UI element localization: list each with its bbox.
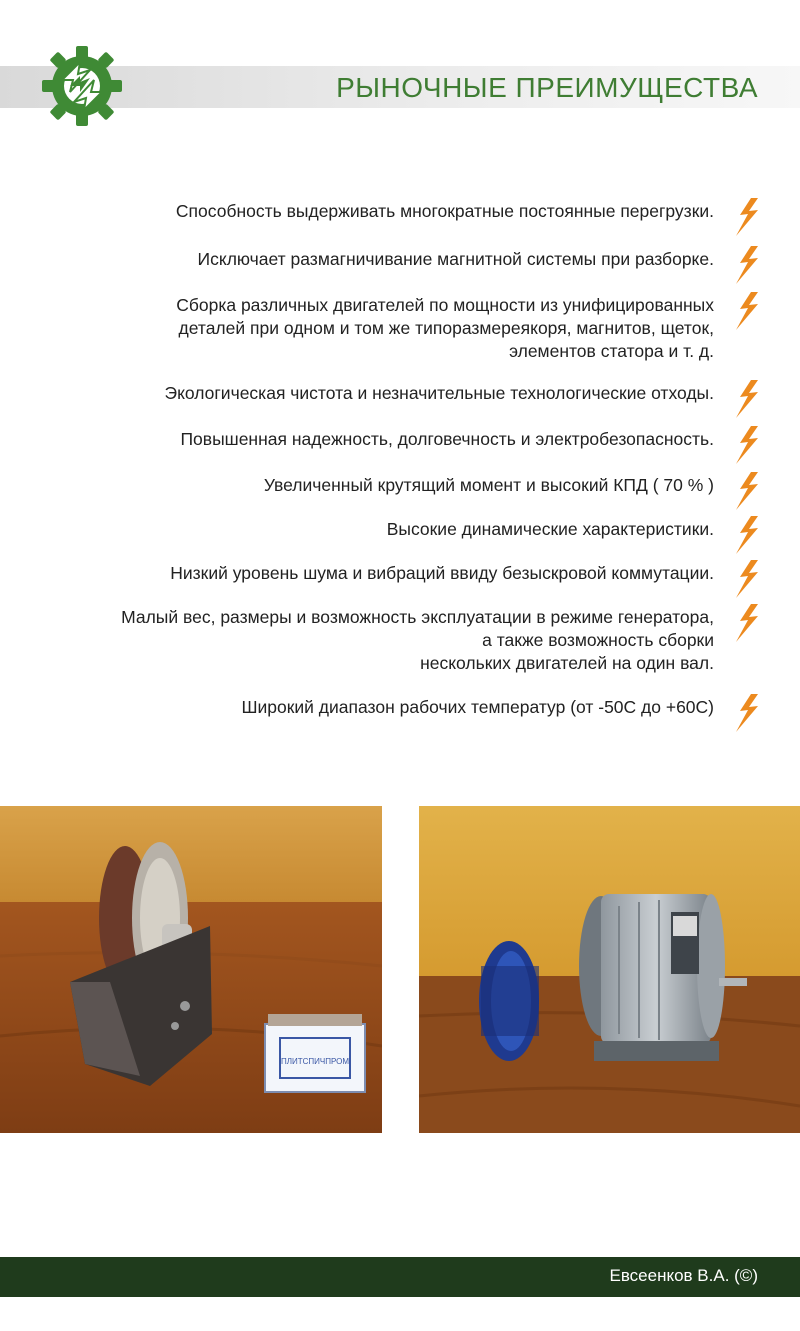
advantage-item bbox=[44, 248, 760, 271]
advantage-line: Широкий диапазон рабочих температур (от -50С до +60С) bbox=[241, 697, 714, 717]
lightning-bolt-icon bbox=[734, 292, 760, 330]
advantage-line: Увеличенный крутящий момент и высокий КПД ( 70 % ) bbox=[263, 475, 714, 495]
advantage-line: Сборка различных двигателей по мощности из унифицированных bbox=[176, 295, 714, 315]
lightning-bolt-icon bbox=[734, 472, 760, 510]
advantage-item bbox=[44, 518, 760, 541]
advantage-line: а также возможность сборки bbox=[482, 630, 714, 650]
advantage-text bbox=[44, 518, 714, 541]
advantage-text bbox=[44, 200, 714, 223]
advantage-text bbox=[44, 248, 714, 271]
lightning-bolt-icon bbox=[734, 380, 760, 418]
advantage-line: Высокие динамические характеристики. bbox=[386, 519, 714, 539]
disc-motor-photo bbox=[0, 806, 382, 1133]
lightning-bolt-icon bbox=[734, 198, 760, 236]
advantage-item bbox=[44, 200, 760, 223]
advantage-line: Экологическая чистота и незначительные технологические отходы. bbox=[164, 383, 714, 403]
lightning-bolt-icon bbox=[734, 694, 760, 732]
lightning-bolt-icon bbox=[734, 426, 760, 464]
page-title: РЫНОЧНЫЕ ПРЕИМУЩЕСТВА bbox=[336, 72, 758, 103]
advantage-text bbox=[44, 474, 714, 497]
lightning-bolt-icon bbox=[734, 516, 760, 554]
advantage-item bbox=[44, 428, 760, 451]
advantage-text bbox=[44, 562, 714, 585]
advantage-line: Повышенная надежность, долговечность и электробезопасность. bbox=[180, 429, 714, 449]
advantage-line: Малый вес, размеры и возможность эксплуатации в режиме генератора, bbox=[121, 607, 714, 627]
advantage-item bbox=[44, 562, 760, 585]
advantage-text bbox=[44, 294, 714, 363]
advantage-line: элементов статора и т. д. bbox=[509, 341, 714, 361]
matchbox-label: ПЛИТСПИЧПРОМ bbox=[280, 1057, 350, 1066]
lightning-bolt-icon bbox=[734, 246, 760, 284]
motor-comparison-photo bbox=[419, 806, 800, 1133]
advantage-item bbox=[44, 474, 760, 497]
advantage-line: деталей при одном и том же типоразмереякоря, магнитов, щеток, bbox=[178, 318, 714, 338]
advantage-item bbox=[44, 294, 760, 363]
lightning-bolt-icon bbox=[734, 604, 760, 642]
footer-author: Евсеенков В.А. (©) bbox=[609, 1266, 758, 1285]
advantage-line: нескольких двигателей на один вал. bbox=[420, 653, 714, 673]
advantage-item bbox=[44, 696, 760, 719]
recycling-gear-logo-icon bbox=[40, 40, 124, 132]
advantage-text bbox=[44, 428, 714, 451]
advantage-item bbox=[44, 606, 760, 675]
advantage-item bbox=[44, 382, 760, 405]
advantage-line: Способность выдерживать многократные постоянные перегрузки. bbox=[175, 201, 714, 221]
advantage-text bbox=[44, 382, 714, 405]
advantage-line: Исключает размагничивание магнитной системы при разборке. bbox=[197, 249, 714, 269]
advantage-text bbox=[44, 696, 714, 719]
advantage-text bbox=[44, 606, 714, 675]
advantage-line: Низкий уровень шума и вибраций ввиду безыскровой коммутации. bbox=[170, 563, 714, 583]
lightning-bolt-icon bbox=[734, 560, 760, 598]
